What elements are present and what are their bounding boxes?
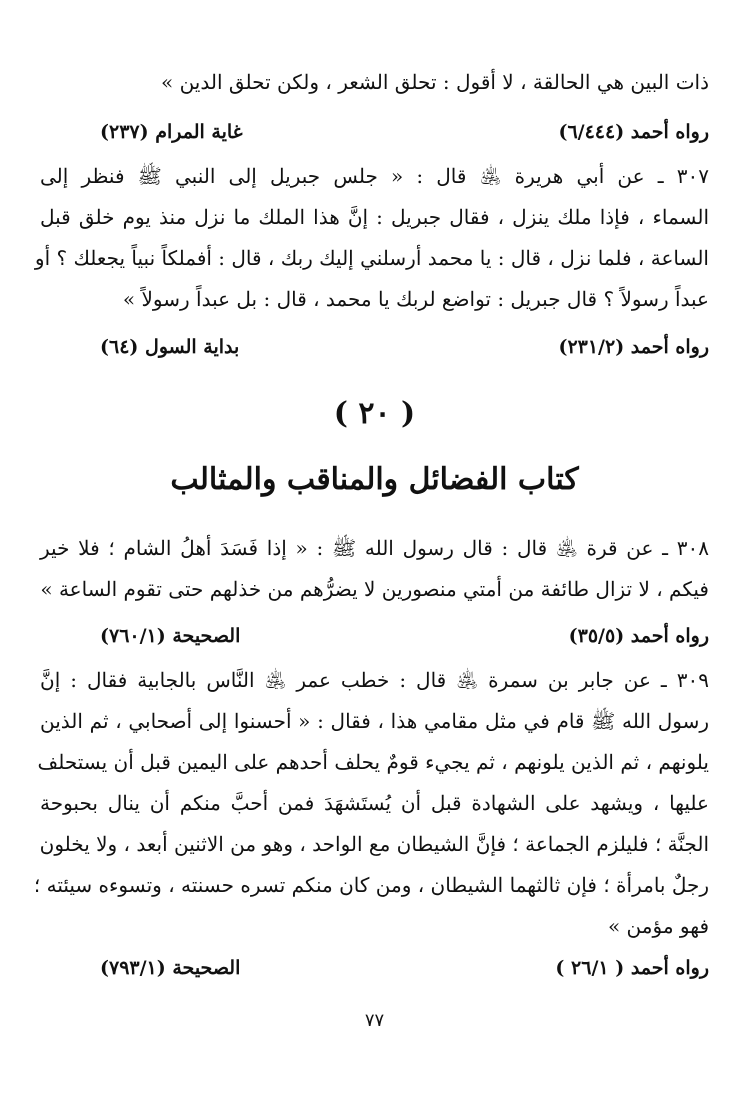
page-number: ٧٧ [364,1010,385,1031]
hadith-line: فهو مؤمن » [607,914,709,938]
authentication-reference: غاية المرام (٢٣٧) [100,121,243,143]
narration-source: رواه أحمد ( ٢٦/١ ) [555,957,709,979]
narration-source: رواه أحمد (٦/٤٤٤) [558,121,709,143]
hadith-line: السماء ، فإذا ملك ينزل ، فقال جبريل : إنَّ هذا الملك ما نزل منذ يوم خلق قبل [40,205,709,229]
source-line [40,952,709,984]
authentication-reference: الصحيحة (٧٩٣/١) [100,957,241,979]
authentication-reference: الصحيحة (٧٦٠/١) [100,625,241,647]
hadith-line: عبداً رسولاً ؟ قال جبريل : تواضع لربك يا محمد ، قال : بل عبداً رسولاً » [122,287,709,311]
chapter-number: ( ٢٠ ) [333,396,416,431]
source-line [40,331,709,363]
book-page [33,0,709,1097]
hadith-line: الجنَّة ؛ فليلزم الجماعة ؛ فإنَّ الشيطان مع الواحد ، وهو من الاثنين أبعد ، ولا يخلون [39,832,709,856]
hadith-line: رجلٌ بامرأة ؛ فإن ثالثهما الشيطان ، ومن كان منكم تسره حسنته ، وتسوءه سيئته ؛ [33,873,709,897]
hadith-line: ٣٠٧ ـ عن أبي هريرة ﵁ قال : « جلس جبريل إلى النبي ﷺ فنظر إلى [40,164,709,188]
hadith-line: ٣٠٨ ـ عن قرة ﵁ قال : قال رسول الله ﷺ : « إذا فَسَدَ أهلُ الشام ؛ فلا خير [40,536,709,560]
hadith-line: الساعة ، فلما نزل ، قال : يا محمد أرسلني إليك ربك ، قال : أفملكاً نبياً يجعلك ؟ أو [34,246,709,270]
hadith-line: ٣٠٩ ـ عن جابر بن سمرة ﵁ قال : خطب عمر ﵁ النَّاس بالجابية فقال : إنَّ [40,668,709,692]
narration-source: رواه أحمد (٣٥/٥) [568,625,709,647]
narration-source: رواه أحمد (٢٣١/٢) [558,336,709,358]
hadith-line: يلونهم ، ثم الذين يلونهم ، ثم يجيء قومٌ يحلف أحدهم على اليمين قبل أن يستحلف [37,750,709,774]
hadith-line: فيكم ، لا تزال طائفة من أمتي منصورين لا يضرُّهم من خذلهم حتى تقوم الساعة » [40,577,709,601]
hadith-line: عليها ، ويشهد على الشهادة قبل أن يُستَشهَدَ فمن أحبَّ منكم أن ينال بحبوحة [40,791,709,815]
source-line [40,116,709,148]
hadith-line: رسول الله ﷺ قام في مثل مقامي هذا ، فقال : « أحسنوا إلى أصحابي ، ثم الذين [40,709,709,733]
text-line: ذات البين هي الحالقة ، لا أقول : تحلق الشعر ، ولكن تحلق الدين » [160,70,709,94]
source-line [40,620,709,652]
authentication-reference: بداية السول (٦٤) [100,336,240,358]
chapter-title: كتاب الفضائل والمناقب والمثالب [170,462,579,497]
